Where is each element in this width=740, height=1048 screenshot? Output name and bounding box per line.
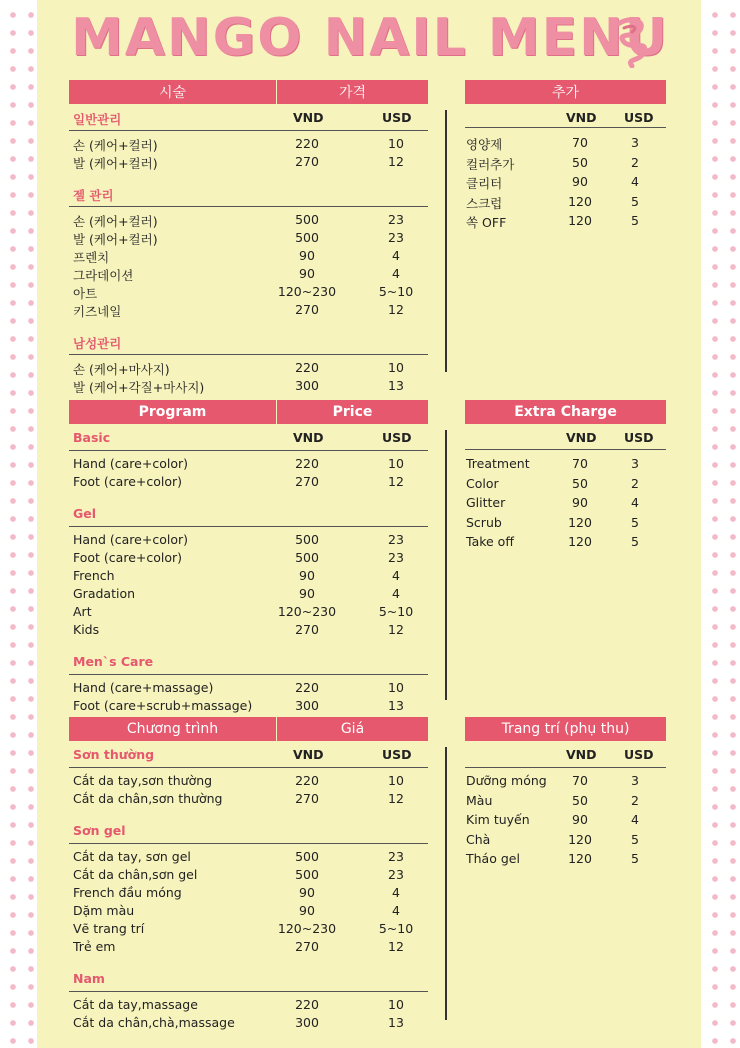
service-label: 프렌치 (73, 250, 110, 265)
extra-price-vnd: 90 (572, 174, 588, 189)
service-label: Foot (care+color) (73, 474, 183, 489)
extra-row (0, 155, 740, 173)
price-vnd: 500 (295, 550, 319, 565)
category-rule (69, 767, 428, 768)
price-usd: 10 (388, 456, 404, 471)
price-usd: 10 (388, 680, 404, 695)
nail-polish-swirl-icon (610, 14, 652, 68)
service-label: Foot (care+scrub+massage) (73, 698, 253, 713)
category-rule (69, 991, 428, 992)
price-usd: 13 (388, 698, 404, 713)
price-usd: 12 (388, 302, 404, 317)
extra-row (0, 515, 740, 533)
extra-price-usd: 5 (631, 851, 639, 866)
price-usd: 4 (392, 885, 400, 900)
extra-row (0, 851, 740, 869)
extra-usd-column-header: USD (624, 747, 654, 762)
price-vnd: 120~230 (277, 604, 337, 619)
price-vnd: 90 (299, 586, 315, 601)
extra-row (0, 476, 740, 494)
header-price: Price (332, 404, 373, 420)
extra-row (0, 773, 740, 791)
price-vnd: 120~230 (277, 921, 337, 936)
price-vnd: 300 (295, 378, 319, 393)
extra-price-vnd: 70 (572, 773, 588, 788)
extra-label: Kim tuyến (466, 812, 530, 827)
price-usd: 23 (388, 532, 404, 547)
extra-price-usd: 4 (631, 495, 639, 510)
extra-price-usd: 2 (631, 475, 639, 491)
extra-price-vnd: 50 (572, 154, 588, 170)
extra-usd-column-header: USD (624, 110, 654, 125)
service-label: Cắt da chân,sơn thường (73, 791, 223, 806)
header-price: Giá (340, 721, 365, 737)
menu-row (0, 248, 740, 266)
header-program: Chương trình (126, 721, 219, 737)
service-label: 아트 (73, 286, 98, 301)
price-usd: 10 (388, 773, 404, 788)
extra-row (0, 793, 740, 811)
menu-row (0, 885, 740, 903)
extra-rule (465, 767, 666, 768)
category-rule (69, 354, 428, 355)
price-usd: 5~10 (378, 284, 414, 299)
price-usd: 23 (388, 867, 404, 882)
menu-row (0, 550, 740, 568)
korean-header-bar (69, 80, 428, 104)
extra-row (0, 213, 740, 231)
service-label: Art (73, 604, 92, 619)
extra-row (0, 534, 740, 552)
extra-row (0, 832, 740, 850)
extra-price-vnd: 90 (572, 495, 588, 510)
extra-price-vnd: 50 (572, 475, 588, 491)
category-title: 남성관리 (73, 336, 122, 351)
price-usd: 12 (388, 154, 404, 169)
price-usd: 4 (392, 248, 400, 263)
price-usd: 23 (388, 230, 404, 245)
price-vnd: 220 (295, 997, 319, 1012)
extra-row (0, 495, 740, 513)
service-label: 그라데이션 (73, 268, 134, 283)
vietnamese-header-bar (69, 717, 428, 741)
vnd-column-header: VND (293, 110, 324, 125)
price-vnd: 220 (295, 456, 319, 471)
category-title: Nam (73, 971, 105, 986)
price-vnd: 270 (295, 154, 319, 169)
extra-label: 영양제 (466, 137, 503, 152)
price-vnd: 220 (295, 136, 319, 151)
header-program: 시술 (158, 85, 187, 101)
service-label: Hand (care+massage) (73, 680, 214, 695)
extra-price-vnd: 70 (572, 456, 588, 471)
menu-row (0, 921, 740, 939)
price-usd: 5~10 (378, 604, 414, 619)
price-usd: 10 (388, 997, 404, 1012)
service-label: Kids (73, 622, 100, 637)
price-vnd: 300 (295, 698, 319, 713)
extra-price-vnd: 70 (572, 135, 588, 150)
price-vnd: 500 (295, 532, 319, 547)
extra-price-usd: 5 (631, 514, 639, 530)
service-label: 손 (케어+컬러) (73, 214, 158, 229)
extra-price-usd: 5 (631, 213, 639, 228)
extra-rule (465, 127, 666, 128)
price-usd: 23 (388, 550, 404, 565)
price-usd: 12 (388, 474, 404, 489)
price-usd: 4 (392, 266, 400, 281)
extra-price-usd: 4 (631, 812, 639, 827)
menu-row (0, 939, 740, 957)
extra-price-usd: 5 (631, 534, 639, 549)
extra-row (0, 174, 740, 192)
extra-rule (465, 449, 666, 450)
service-label: 손 (케어+마사지) (73, 362, 170, 377)
price-usd: 5~10 (378, 921, 414, 936)
service-label: 발 (케어+각질+마사지) (73, 380, 205, 395)
price-vnd: 500 (295, 867, 319, 882)
extra-price-usd: 5 (631, 831, 639, 847)
price-usd: 4 (392, 903, 400, 918)
extra-price-vnd: 90 (572, 812, 588, 827)
menu-row (0, 604, 740, 622)
extra-label: 쏙 OFF (466, 215, 507, 230)
extra-usd-column-header: USD (624, 430, 654, 445)
price-vnd: 90 (299, 266, 315, 281)
extra-label: Dưỡng móng (466, 773, 547, 788)
category-title: Sơn thường (73, 747, 155, 762)
extra-row (0, 194, 740, 212)
price-vnd: 270 (295, 791, 319, 806)
menu-row (0, 997, 740, 1015)
category-rule (69, 674, 428, 675)
price-usd: 12 (388, 939, 404, 954)
extra-price-vnd: 50 (572, 792, 588, 808)
vnd-column-header: VND (293, 430, 324, 445)
price-vnd: 270 (295, 302, 319, 317)
menu-title: MANGO NAIL MENU (71, 8, 669, 68)
extra-label: Glitter (466, 495, 506, 510)
menu-row (0, 867, 740, 885)
service-label: 발 (케어+컬러) (73, 232, 158, 247)
category-rule (69, 450, 428, 451)
category-title: Basic (73, 430, 111, 445)
menu-row (0, 266, 740, 284)
extra-label: 스크럽 (466, 195, 503, 211)
header-program: Program (138, 404, 207, 420)
extra-row (0, 456, 740, 474)
vnd-column-header: VND (293, 747, 324, 762)
header-price: 가격 (338, 85, 367, 101)
menu-row (0, 568, 740, 586)
menu-row (0, 586, 740, 604)
extra-price-usd: 2 (631, 154, 639, 170)
category-title: 젤 관리 (73, 188, 114, 203)
service-label: 발 (케어+컬러) (73, 156, 158, 171)
extra-price-vnd: 120 (568, 831, 592, 847)
extra-label: Scrub (466, 514, 502, 530)
service-label: Hand (care+color) (73, 456, 188, 471)
extra-label: Màu (466, 792, 493, 808)
price-vnd: 220 (295, 680, 319, 695)
menu-row (0, 360, 740, 378)
price-usd: 23 (388, 212, 404, 227)
extra-label: Tháo gel (466, 851, 520, 866)
service-label: Trẻ em (73, 939, 116, 954)
extra-vnd-column-header: VND (566, 110, 597, 125)
service-label: Hand (care+color) (73, 532, 188, 547)
english-header-bar (69, 400, 428, 424)
service-label: Dặm màu (73, 903, 135, 918)
menu-row (0, 378, 740, 396)
extra-row (0, 812, 740, 830)
price-vnd: 90 (299, 248, 315, 263)
extra-price-usd: 3 (631, 773, 639, 788)
extra-price-usd: 4 (631, 174, 639, 189)
category-rule (69, 130, 428, 131)
price-vnd: 220 (295, 360, 319, 375)
menu-row (0, 1015, 740, 1033)
extra-price-vnd: 120 (568, 213, 592, 228)
price-vnd: 270 (295, 622, 319, 637)
extra-vnd-column-header: VND (566, 430, 597, 445)
price-usd: 12 (388, 622, 404, 637)
service-label: Cắt da chân,chà,massage (73, 1015, 235, 1030)
price-vnd: 270 (295, 939, 319, 954)
price-vnd: 500 (295, 212, 319, 227)
extra-price-usd: 5 (631, 193, 639, 209)
price-vnd: 500 (295, 849, 319, 864)
extra-label: Treatment (466, 456, 530, 471)
service-label: Foot (care+color) (73, 550, 183, 565)
service-label: French (73, 568, 115, 583)
price-vnd: 270 (295, 474, 319, 489)
price-vnd: 90 (299, 568, 315, 583)
extra-label: Chà (466, 831, 491, 847)
category-title: Sơn gel (73, 823, 126, 838)
category-title: Gel (73, 506, 97, 521)
service-label: Cắt da tay,massage (73, 997, 198, 1012)
price-usd: 10 (388, 136, 404, 151)
service-label: Cắt da chân,sơn gel (73, 867, 198, 882)
menu-row (0, 230, 740, 248)
service-label: 키즈네일 (73, 304, 122, 319)
service-label: Cắt da tay,sơn thường (73, 773, 213, 788)
extra-price-vnd: 120 (568, 193, 592, 209)
menu-row (0, 680, 740, 698)
usd-column-header: USD (382, 747, 412, 762)
price-vnd: 220 (295, 773, 319, 788)
menu-row (0, 284, 740, 302)
price-usd: 10 (388, 360, 404, 375)
price-usd: 4 (392, 568, 400, 583)
menu-row (0, 698, 740, 716)
extra-label: Color (466, 475, 499, 491)
menu-row (0, 622, 740, 640)
service-label: Vẽ trang trí (73, 921, 145, 936)
price-vnd: 120~230 (277, 284, 337, 299)
extra-price-usd: 3 (631, 456, 639, 471)
extra-price-vnd: 120 (568, 534, 592, 549)
price-vnd: 90 (299, 903, 315, 918)
extra-label: 컬러추가 (466, 156, 515, 172)
price-usd: 13 (388, 378, 404, 393)
extra-price-usd: 2 (631, 792, 639, 808)
extra-row (0, 135, 740, 153)
extra-price-usd: 3 (631, 135, 639, 150)
service-label: Gradation (73, 586, 136, 601)
price-vnd: 90 (299, 885, 315, 900)
price-vnd: 300 (295, 1015, 319, 1030)
english-extra-header-bar: Extra Charge (465, 400, 666, 424)
extra-price-vnd: 120 (568, 514, 592, 530)
usd-column-header: USD (382, 430, 412, 445)
service-label: 손 (케어+컬러) (73, 138, 158, 153)
category-title: 일반관리 (73, 112, 122, 127)
extra-vnd-column-header: VND (566, 747, 597, 762)
menu-row (0, 302, 740, 320)
price-usd: 4 (392, 586, 400, 601)
price-usd: 12 (388, 791, 404, 806)
extra-label: 클리터 (466, 176, 503, 191)
vietnamese-extra-header-bar: Trang trí (phụ thu) (465, 717, 666, 741)
price-usd: 13 (388, 1015, 404, 1030)
menu-row (0, 903, 740, 921)
service-label: French đầu móng (73, 885, 182, 900)
category-title: Men`s Care (73, 654, 154, 669)
extra-label: Take off (466, 534, 514, 549)
price-vnd: 500 (295, 230, 319, 245)
price-usd: 23 (388, 849, 404, 864)
extra-price-vnd: 120 (568, 851, 592, 866)
service-label: Cắt da tay, sơn gel (73, 849, 191, 864)
korean-extra-header-bar: 추가 (465, 80, 666, 104)
usd-column-header: USD (382, 110, 412, 125)
